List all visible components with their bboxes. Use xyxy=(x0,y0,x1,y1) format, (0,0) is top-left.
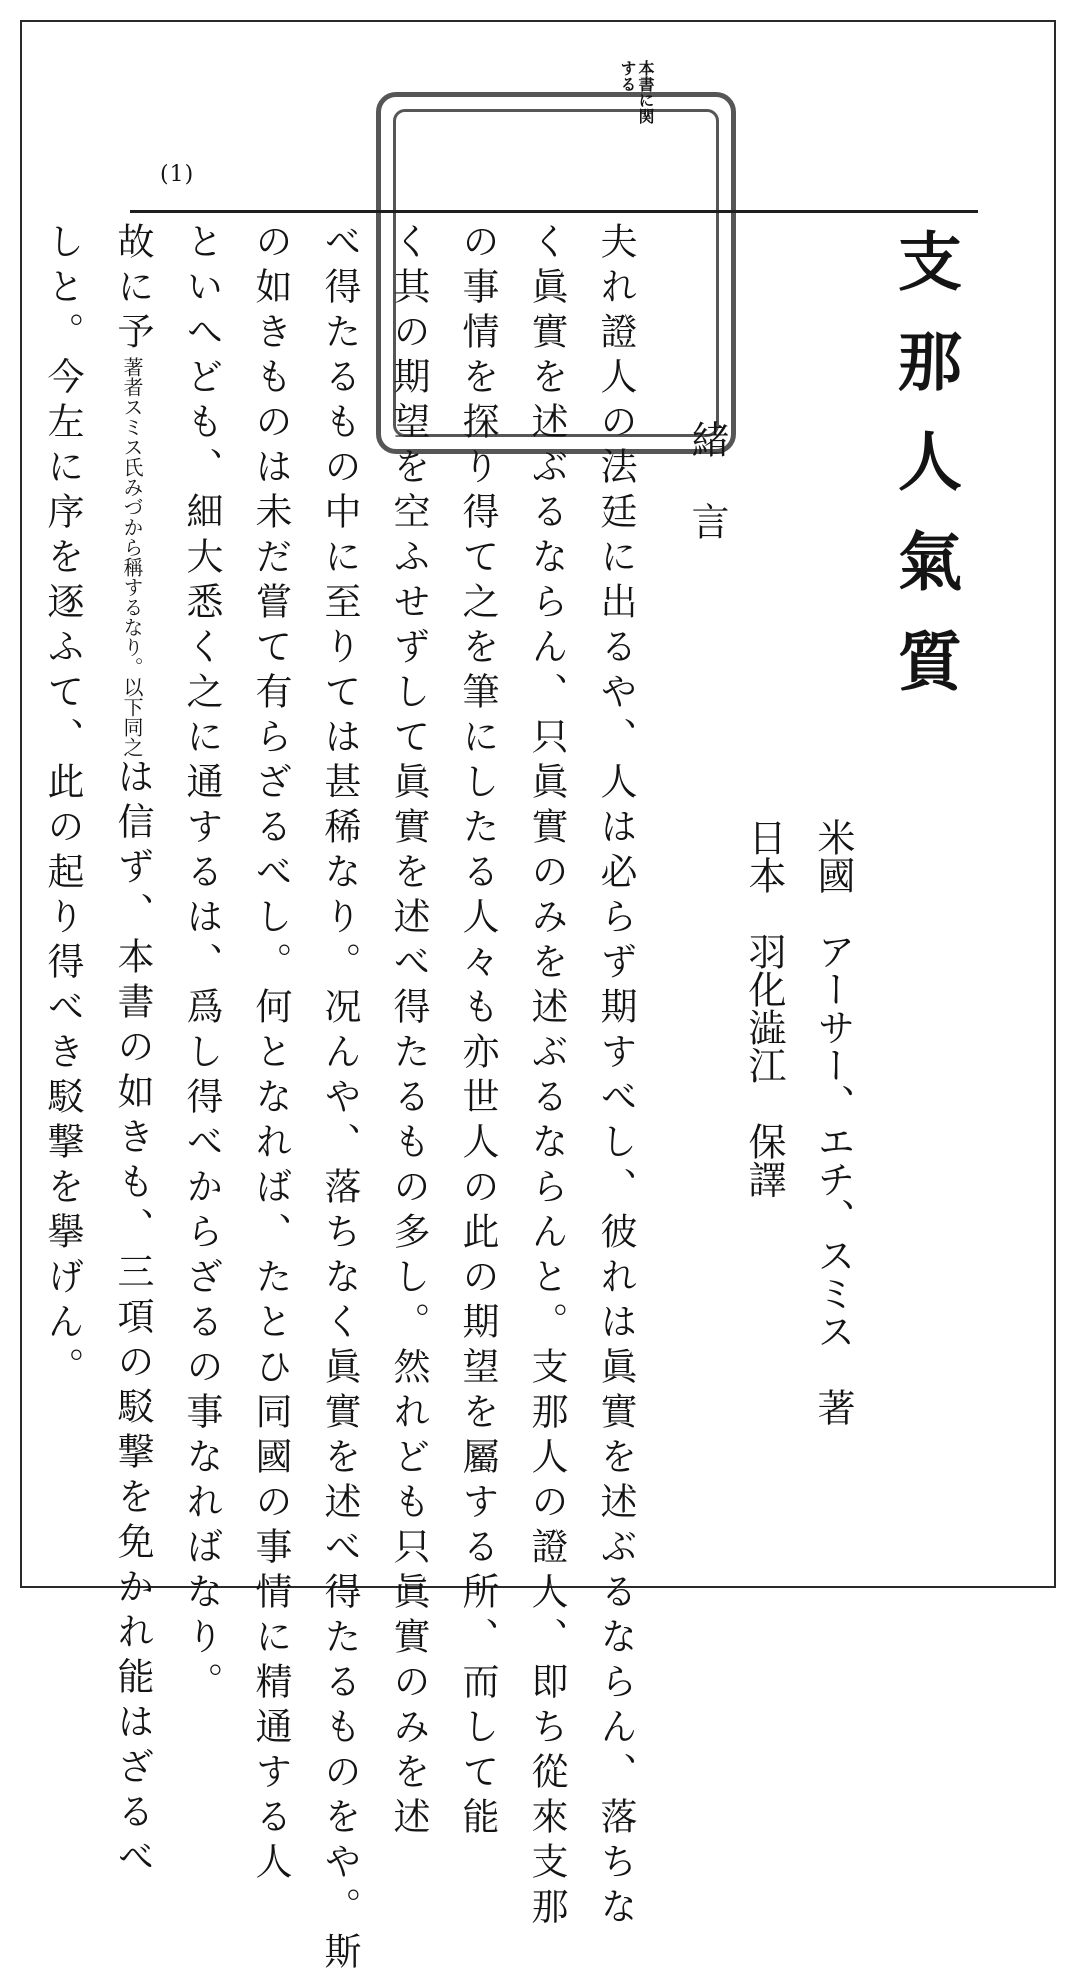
text-line-rest: は信ず、本書の如きも、三項の駁撃を免かれ能はざるべ xyxy=(111,757,154,1882)
text-line: く眞實を述ぶるならん、只眞實のみを述ぶるならんと。支那人の證人、即ち從來支那 xyxy=(525,222,568,1932)
text-line: といへども、細大悉く之に通するは、爲し得べからざるの事なればなり。 xyxy=(180,222,223,1707)
text-line: べ得たるもの中に至りては甚稀なり。况んや、落ちなく眞實を述べ得たるものをや。斯 xyxy=(318,222,361,1977)
text-line: の事情を探り得て之を筆にしたる人々も亦世人の此の期望を屬する所、而して能 xyxy=(456,222,499,1842)
inline-note: 著者スミス氏みづから稱するなり。以下同之 xyxy=(120,357,144,757)
body-text xyxy=(41,222,650,1977)
header-rule xyxy=(130,210,978,213)
stamp-label: 本書に関する xyxy=(618,60,655,124)
text-line: 夫れ證人の法廷に出るや、人は必らず期すべし、彼れは眞實を述ぶるならん、落ちな xyxy=(594,222,637,1932)
section-heading: 緒言 xyxy=(685,420,729,584)
text-line: の如きものは未だ嘗て有らざるべし。何となれば、たとひ同國の事情に精通する人 xyxy=(249,222,292,1887)
translator-line: 日本 羽化澁江 保譯 xyxy=(742,818,786,1198)
text-line-start: 故に予 xyxy=(111,222,154,357)
book-title: 支那人氣質 xyxy=(887,228,962,728)
text-line: しと。今左に序を逐ふて、此の起り得べき駁撃を擧げん。 xyxy=(41,222,84,1392)
page-number: (1) xyxy=(160,162,195,187)
author-line: 米國 アーサー、エチ、スミス 著 xyxy=(811,818,855,1426)
text-line xyxy=(97,222,167,1882)
text-line: く其の期望を空ふせずして眞實を述べ得たるもの多し。然れども只眞實のみを述 xyxy=(387,222,430,1842)
